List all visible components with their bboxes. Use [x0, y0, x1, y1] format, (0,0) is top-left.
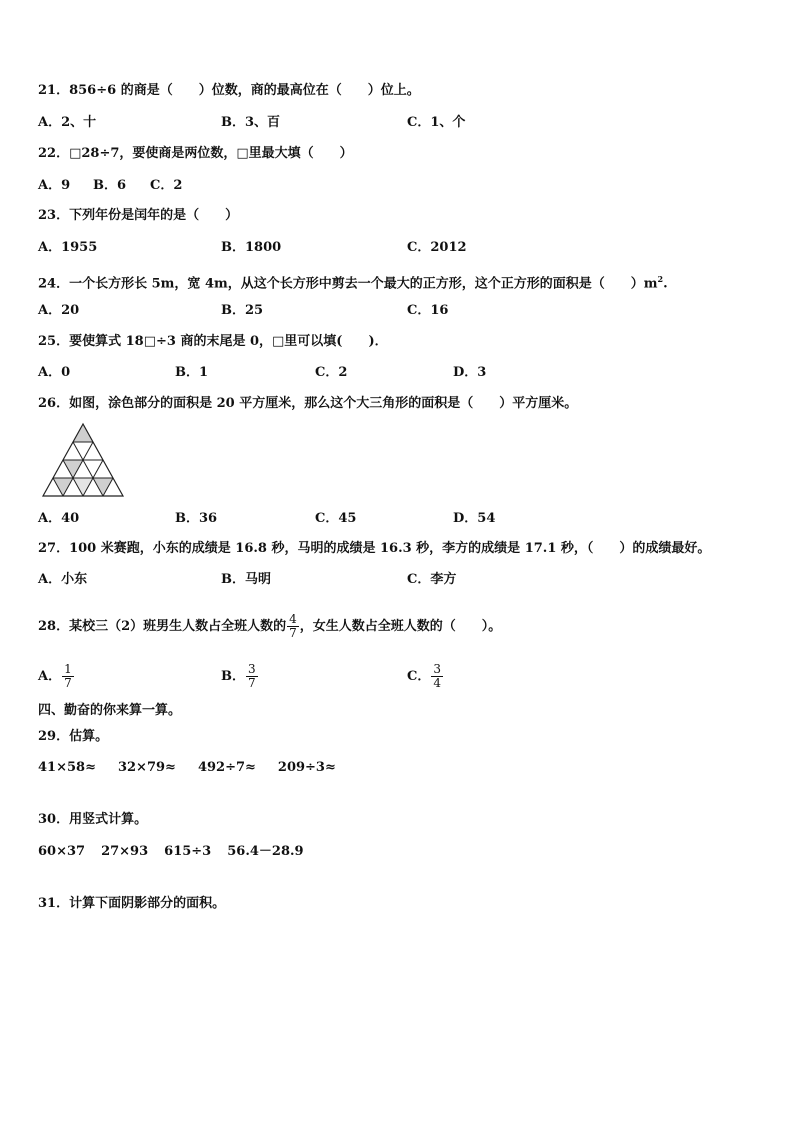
fraction-numerator: 3	[433, 662, 441, 676]
option-label: C．	[407, 669, 431, 684]
q29-items	[38, 760, 358, 776]
fraction-denominator: 7	[64, 676, 72, 690]
q23-option-c[interactable]: C．2012	[407, 240, 467, 255]
q26-option-b[interactable]: B．36	[175, 511, 218, 526]
q24-superscript: 2	[657, 274, 664, 284]
option-fraction	[62, 663, 74, 690]
option-fraction	[246, 663, 258, 690]
q22-option-a[interactable]: A．9	[38, 178, 71, 193]
q25-option-b[interactable]: B．1	[175, 365, 209, 380]
question-31: 31．计算下面阴影部分的面积。	[38, 896, 226, 911]
fraction-numerator: 3	[248, 662, 256, 676]
q28-text-before: 28．某校三（2）班男生人数占全班人数的	[38, 619, 287, 634]
shaded-triangle	[73, 424, 93, 442]
question-30: 30．用竖式计算。	[38, 812, 148, 827]
question-25: 25．要使算式 18□÷3 商的末尾是 0，□里可以填( )．	[38, 334, 388, 349]
calc-item: 615÷3	[164, 844, 212, 859]
fraction-denominator: 7	[289, 626, 297, 640]
q28-text-after: ，女生人数占全班人数的（ ）。	[299, 619, 502, 634]
q28-fraction	[287, 613, 299, 640]
q24-option-b[interactable]: B．25	[221, 303, 264, 318]
question-24	[38, 271, 668, 292]
fraction-denominator: 7	[248, 676, 256, 690]
calc-item: 27×93	[101, 844, 149, 859]
q25-option-d[interactable]: D．3	[453, 365, 487, 380]
option-fraction	[431, 663, 443, 690]
calc-item: 56.4－28.9	[227, 844, 304, 859]
question-22: 22．□28÷7，要使商是两位数，□里最大填（ ）	[38, 146, 353, 161]
triangle-figure	[40, 422, 128, 498]
shaded-triangle	[53, 478, 73, 496]
estimate-item: 41×58≈	[38, 760, 96, 775]
q28-option-a[interactable]	[38, 662, 75, 692]
q21-option-a[interactable]: A．2、十	[38, 115, 97, 130]
q25-option-c[interactable]: C．2	[315, 365, 348, 380]
q27-option-c[interactable]: C．李方	[407, 572, 457, 587]
q26-option-a[interactable]: A．40	[38, 511, 80, 526]
fraction-numerator: 4	[289, 612, 297, 626]
q27-option-b[interactable]: B．马明	[221, 572, 271, 587]
q25-option-a[interactable]: A．0	[38, 365, 71, 380]
section-heading: 四、勤奋的你来算一算。	[38, 703, 182, 718]
question-27: 27．100 米赛跑，小东的成绩是 16.8 秒，马明的成绩是 16.3 秒，李方的成绩是 17.1 秒，（ ）的成绩最好。	[38, 541, 711, 556]
q27-option-a[interactable]: A．小东	[38, 572, 88, 587]
q24-text: 24．一个长方形长 5m，宽 4m，从这个长方形中剪去一个最大的正方形，这个正方形的面积是（ ）m	[38, 276, 658, 292]
question-23: 23．下列年份是闰年的是（ ）	[38, 208, 239, 223]
question-26: 26．如图，涂色部分的面积是 20 平方厘米，那么这个大三角形的面积是（ ）平方厘米。	[38, 396, 578, 411]
q30-items	[38, 844, 326, 860]
q21-option-b[interactable]: B．3、百	[221, 115, 281, 130]
q21-option-c[interactable]: C．1、个	[407, 115, 466, 130]
shaded-triangle	[73, 478, 93, 496]
estimate-item: 209÷3≈	[277, 760, 336, 775]
option-label: B．	[221, 669, 245, 684]
estimate-item: 492÷7≈	[197, 760, 256, 775]
shaded-triangle	[93, 478, 113, 496]
q22-option-b[interactable]: B．6	[93, 178, 127, 193]
estimate-item: 32×79≈	[117, 760, 176, 775]
q23-option-a[interactable]: A．1955	[38, 240, 98, 255]
fraction-denominator: 4	[433, 676, 441, 690]
calc-item: 60×37	[38, 844, 86, 859]
q26-option-d[interactable]: D．54	[453, 511, 496, 526]
option-label: A．	[38, 669, 62, 684]
q23-option-b[interactable]: B．1800	[221, 240, 282, 255]
fraction-numerator: 1	[64, 662, 72, 676]
q28-option-b[interactable]	[221, 662, 259, 692]
question-21: 21．856÷6 的商是（ ）位数，商的最高位在（ ）位上。	[38, 83, 420, 98]
shaded-triangle	[63, 460, 83, 478]
question-28	[38, 612, 501, 642]
q28-option-c[interactable]	[407, 662, 444, 692]
q26-option-c[interactable]: C．45	[315, 511, 357, 526]
q24-option-c[interactable]: C．16	[407, 303, 449, 318]
q24-tail: .	[663, 276, 668, 292]
q24-option-a[interactable]: A．20	[38, 303, 80, 318]
question-29: 29．估算。	[38, 729, 109, 744]
q22-option-c[interactable]: C．2	[150, 178, 183, 193]
